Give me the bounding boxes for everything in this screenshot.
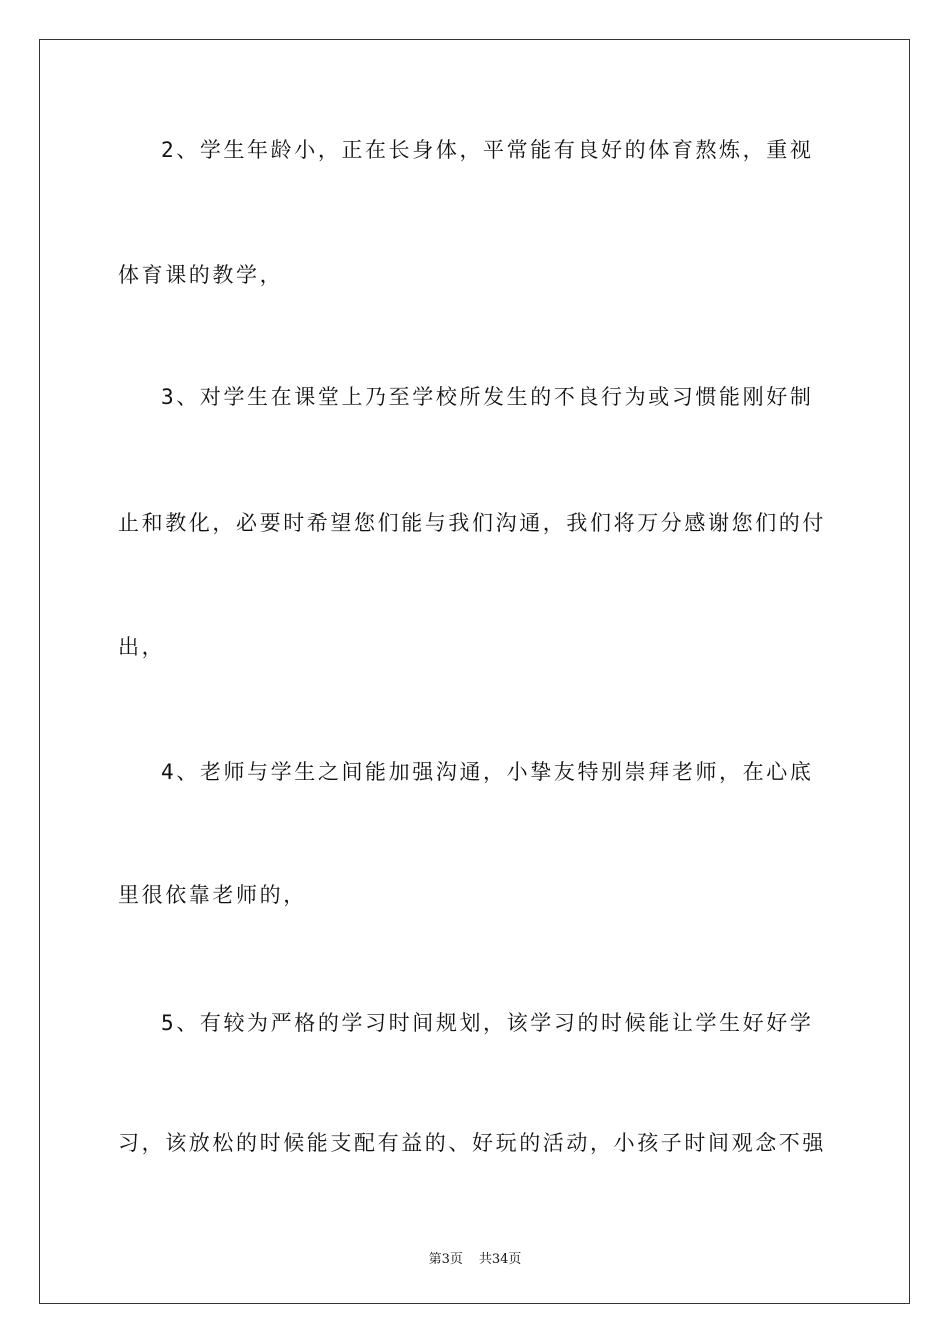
paragraph-line: 2、学生年龄小，正在长身体，平常能有良好的体育熬炼，重视 <box>161 138 814 162</box>
page-border <box>39 39 910 1304</box>
paragraph-line: 里很依靠老师的， <box>118 883 307 907</box>
paragraph-line: 出， <box>118 635 166 659</box>
paragraph-line: 5、有较为严格的学习时间规划，该学习的时候能让学生好好学 <box>161 1011 814 1035</box>
page-footer <box>0 1248 950 1267</box>
paragraph-line: 体育课的教学， <box>118 263 284 287</box>
paragraph-line: 3、对学生在课堂上乃至学校所发生的不良行为或习惯能刚好制 <box>161 385 814 409</box>
paragraph-line: 止和教化，必要时希望您们能与我们沟通，我们将万分感谢您们的付 <box>118 511 826 535</box>
total-pages: 共34页 <box>478 1252 522 1267</box>
paragraph-line: 习，该放松的时候能支配有益的、好玩的活动，小孩子时间观念不强 <box>118 1131 826 1155</box>
page-number: 第3页 <box>428 1252 463 1267</box>
paragraph-line: 4、老师与学生之间能加强沟通，小挚友特别崇拜老师，在心底 <box>161 760 814 784</box>
